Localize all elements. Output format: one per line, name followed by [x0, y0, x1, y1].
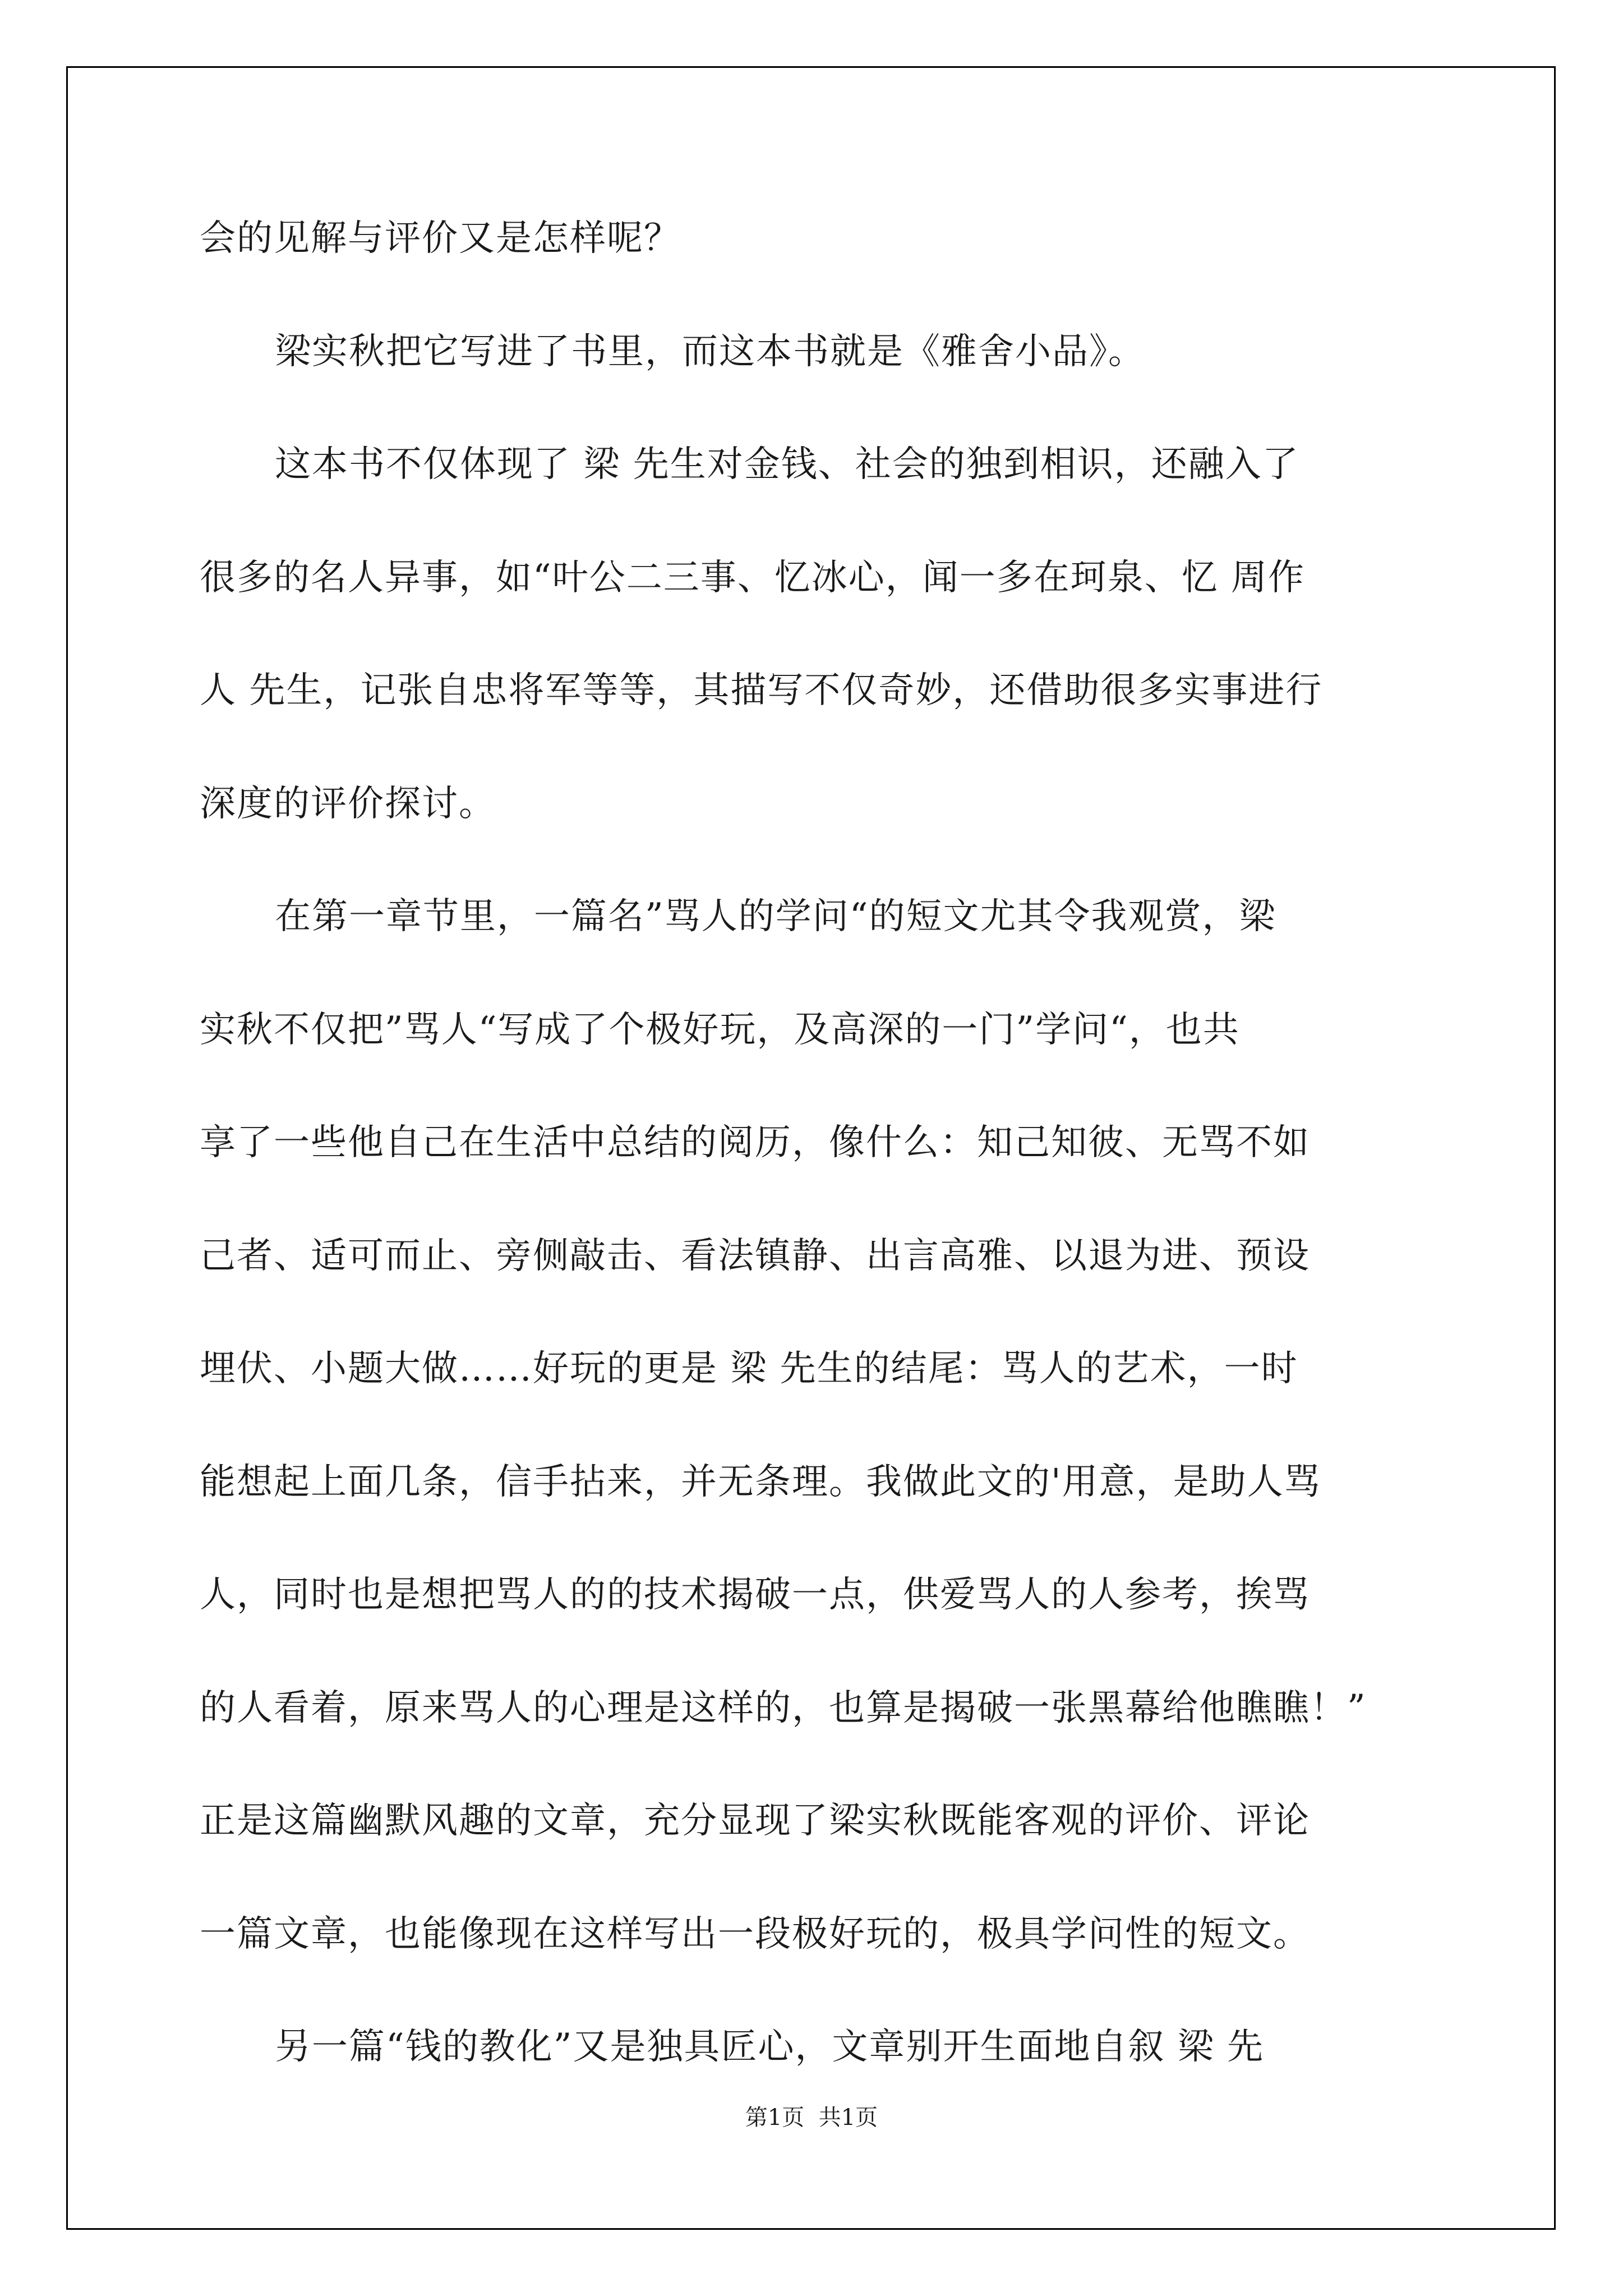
text-line: 人 先生，记张自忠将军等等，其描写不仅奇妙，还借助很多实事进行 [200, 670, 1323, 711]
page-number-footer: 第1页 共1页 [745, 2105, 878, 2131]
text-line: 实秋不仅把”骂人“写成了个极好玩，及高深的一门”学问“，也共 [200, 1009, 1240, 1051]
text-line: 一篇文章，也能像现在这样写出一段极好玩的，极具学问性的短文。 [200, 1913, 1310, 1955]
text-line: 的人看着，原来骂人的心理是这样的，也算是揭破一张黑幕给他瞧瞧！” [200, 1687, 1367, 1729]
text-line: 很多的名人异事，如“叶公二三事、忆冰心，闻一多在珂泉、忆 周作 [200, 556, 1306, 599]
text-line: 埋伏、小题大做……好玩的更是 梁 先生的结尾：骂人的艺术，一时 [200, 1348, 1298, 1389]
text-line: 会的见解与评价又是怎样呢？ [200, 218, 681, 259]
text-line: 正是这篇幽默风趣的文章，充分显现了梁实秋既能客观的评价、评论 [200, 1800, 1310, 1842]
text-line: 己者、适可而止、旁侧敲击、看法镇静、出言高雅、以退为进、预设 [200, 1235, 1310, 1277]
text-line: 这本书不仅体现了 梁 先生对金钱、社会的独到相识，还融入了 [200, 444, 1299, 485]
text-line: 能想起上面几条，信手拈来，并无条理。我做此文的'用意，是助人骂 [200, 1461, 1321, 1503]
text-line: 深度的评价探讨。 [200, 783, 496, 825]
text-line: 人，同时也是想把骂人的的技术揭破一点，供爱骂人的人参考，挨骂 [200, 1574, 1310, 1616]
text-line: 另一篇“钱的教化”又是独具匠心，文章别开生面地自叙 梁 先 [200, 2026, 1265, 2068]
text-line: 梁实秋把它写进了书里，而这本书就是《雅舍小品》。 [200, 330, 1146, 372]
text-line: 在第一章节里，一篇名”骂人的学问“的短文尤其令我观赏，梁 [200, 896, 1276, 937]
document-body [200, 216, 1450, 2138]
text-line: 享了一些他自己在生活中总结的阅历，像什么：知己知彼、无骂不如 [200, 1122, 1310, 1163]
